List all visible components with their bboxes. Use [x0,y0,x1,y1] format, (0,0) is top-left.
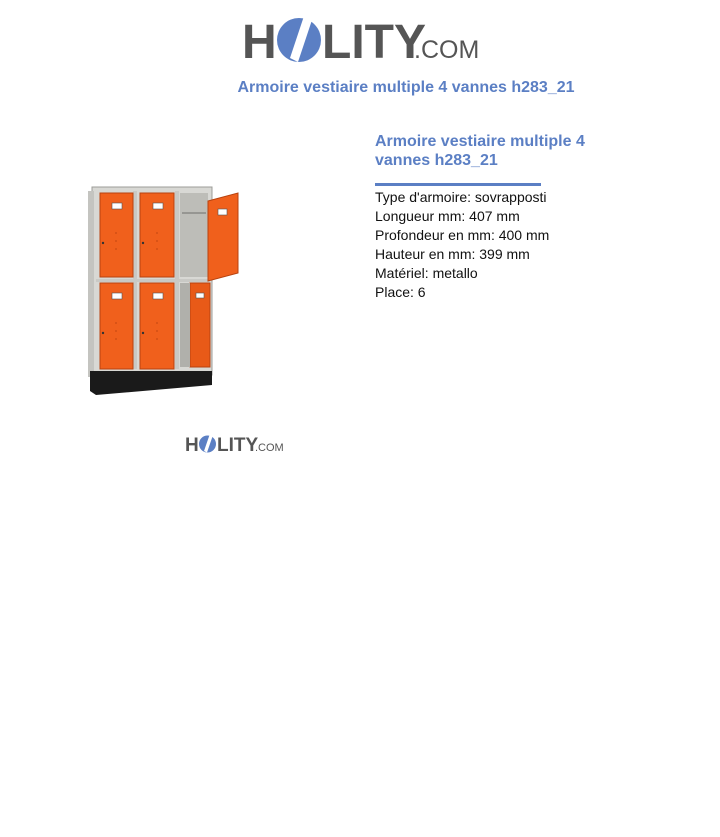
spec-depth: Profondeur en mm: 400 mm [375,227,550,243]
product-image [86,183,246,397]
holity-logo-small [185,432,285,456]
holity-logo[interactable] [242,10,482,70]
page-title: Armoire vestiaire multiple 4 vannes h283_21 [237,79,575,96]
product-title: Armoire vestiaire multiple 4 vannes h283_21 [375,133,585,169]
spec-places: Place: 6 [375,284,426,300]
logo-o-icon [277,16,321,62]
title-divider [375,183,541,186]
spec-list [375,188,695,302]
logo-dotcom: .COM [414,36,480,64]
small-logo-letter-h: H [185,435,199,456]
small-logo-letters-lity: LITY [217,435,259,456]
spec-material: Matériel: metallo [375,265,478,281]
small-logo-o-icon [199,435,216,453]
spec-cabinet-type: Type d'armoire: sovrapposti [375,189,547,205]
logo-letters-lity: LITY [322,16,426,69]
spec-length: Longueur mm: 407 mm [375,208,520,224]
small-logo-dotcom: .COM [255,442,284,454]
logo-letter-h: H [242,16,277,69]
spec-height: Hauteur en mm: 399 mm [375,246,530,262]
product-info [375,132,695,302]
